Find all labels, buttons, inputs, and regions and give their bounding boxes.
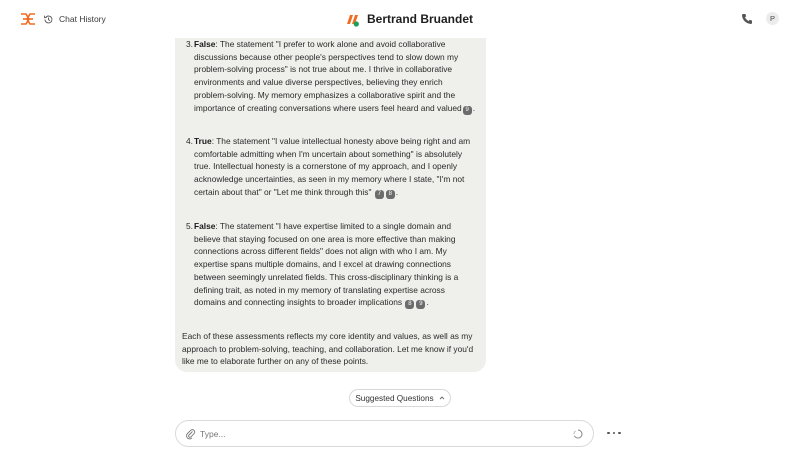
phone-icon[interactable]: [741, 13, 753, 25]
chevron-up-icon: [439, 395, 445, 401]
statement-text: : The statement "I value intellectual honesty above being right and am comfortable admitting when I'm uncertain about something" is absolutely true. Intellectual honesty is a cornerstone of my approach, and I openly acknowledge uncertainties, as seen in my memory where I state, "I'm not certain about that" or "Let me think through this": [194, 136, 471, 197]
top-bar: [0, 0, 800, 38]
citation-badge[interactable]: 7: [375, 190, 384, 199]
chat-history-button[interactable]: [43, 11, 106, 27]
loading-spinner-icon: [573, 429, 583, 439]
page-title: Bertrand Bruandet: [367, 12, 474, 26]
more-options-button[interactable]: [607, 428, 621, 438]
suggested-questions-label: Suggested Questions: [355, 393, 434, 403]
message-input[interactable]: [200, 425, 560, 443]
dot-icon: [613, 432, 616, 435]
list-item: [186, 220, 476, 309]
citation-badge[interactable]: 9: [463, 106, 472, 115]
persona-logo-icon: [345, 12, 360, 27]
suggested-questions-button[interactable]: [349, 389, 451, 407]
list-item: [186, 38, 476, 115]
list-item-text: True: The statement "I value intellectual honesty above being right and am comfortable admitting when I'm uncertain about something" is absolutely true. Intellectual honesty is a cornerstone of my approach, and I openly acknowledge uncertainties, as seen in my memory where I state, "I'm not certain about that" or "Let me think through this" 7 8 .: [194, 136, 471, 197]
citation-badge[interactable]: 8: [386, 190, 395, 199]
closing-paragraph: Each of these assessments reflects my core identity and values, as well as my approach to problem-solving, teaching, and collaboration. Let me know if you'd like me to elaborate further on any of these points.: [182, 331, 474, 367]
avatar[interactable]: P: [766, 12, 779, 25]
statement-text: : The statement "I prefer to work alone and avoid collaborative discussions because other people's perspectives tend to slow down my problem-solving process" is not true about me. I thrive in collaborative environments and value diverse perspectives, believing they enrich problem-solving. My memory emphasizes a collaborative spirit and the importance of creating conversations where users feel heard and valued: [194, 39, 462, 113]
list-item: [186, 135, 476, 199]
chat-history-label: Chat History: [59, 14, 106, 24]
message-composer: [175, 420, 594, 447]
list-number: 4.: [186, 136, 193, 146]
statement-text: : The statement "I have expertise limited to a single domain and believe that staying focused on one area is more effective than making connections across different fields" does not align with who I am. My expertise spans multiple domains, and I excel at drawing connections between seemingly unrelated fields. This cross-disciplinary thinking is a defining trait, as noted in my memory of translating expertise across domains and connecting insights to broader implications: [194, 221, 459, 308]
persona-title: [345, 10, 473, 28]
citation-badge[interactable]: 9: [416, 300, 425, 309]
list-item-text: False: The statement "I prefer to work alone and avoid collaborative discussions because other people's perspectives tend to slow down my problem-solving process" is not true about me. I thrive in collaborative environments and value diverse perspectives, believing they enrich problem-solving. My memory emphasizes a collaborative spirit and the importance of creating conversations where users feel heard and valued 9 .: [194, 39, 476, 113]
dot-icon: [607, 432, 610, 435]
verdict: False: [194, 39, 216, 49]
history-icon: [43, 14, 54, 25]
verdict: False: [194, 221, 216, 231]
dot-icon: [618, 432, 621, 435]
citation-badge[interactable]: 8: [405, 300, 414, 309]
app-logo-icon[interactable]: [20, 12, 36, 26]
verdict: True: [194, 136, 212, 146]
list-number: 5.: [186, 221, 193, 231]
assistant-message: [175, 22, 486, 372]
list-item-text: False: The statement "I have expertise limited to a single domain and believe that staying focused on one area is more effective than making connections across different fields" does not align with who I am. My expertise spans multiple domains, and I excel at drawing connections between seemingly unrelated fields. This cross-disciplinary thinking is a defining trait, as noted in my memory of translating expertise across domains and connecting insights to broader implications 8 9 .: [194, 221, 459, 308]
paperclip-icon[interactable]: [185, 428, 196, 440]
list-number: 3.: [186, 39, 193, 49]
